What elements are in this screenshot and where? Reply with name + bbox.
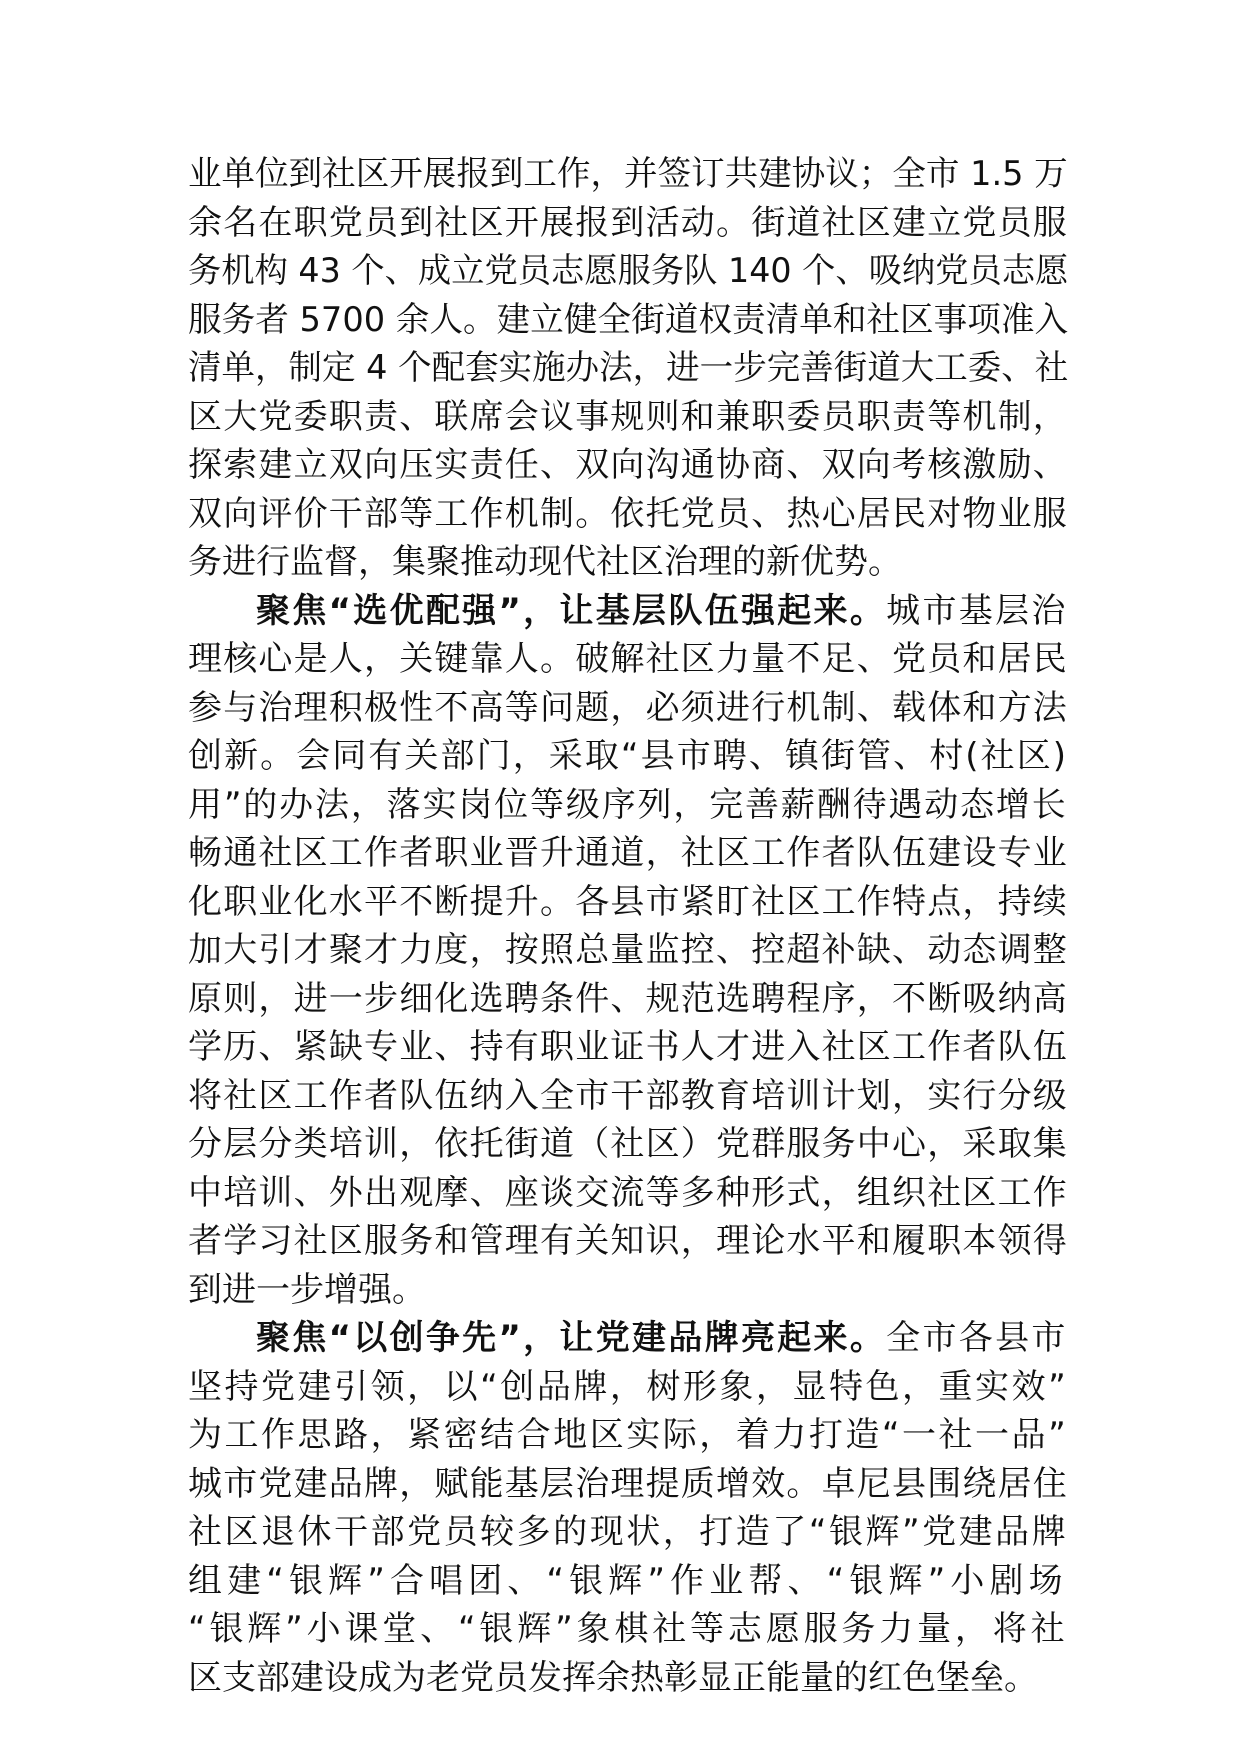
text-line: 分层分类培训，依托街道（社区）党群服务中心，采取集 — [188, 1124, 1068, 1164]
text-line — [188, 587, 1068, 636]
text-line: 到进一步增强。 — [188, 1269, 426, 1310]
text-line: 参与治理积极性不高等问题，必须进行机制、载体和方法 — [188, 687, 1068, 728]
paragraph-2 — [188, 587, 1068, 1315]
paragraph-1 — [188, 150, 1068, 587]
text-line: 创新。会同有关部门，采取“县市聘、镇街管、村(社区) — [188, 736, 1069, 776]
text-line: 组建“银辉”合唱团、“银辉”作业帮、“银辉”小剧场 — [188, 1560, 1068, 1601]
text-line: 双向评价干部等工作机制。依托党员、热心居民对物业服 — [188, 493, 1068, 534]
text-span: 全市各县市 — [886, 1318, 1068, 1358]
text-line: 将社区工作者队伍纳入全市干部教育培训计划，实行分级 — [188, 1075, 1068, 1116]
text-line: 社区退休干部党员较多的现状，打造了“银辉”党建品牌 — [188, 1512, 1069, 1552]
text-line: 用”的办法，落实岗位等级序列，完善薪酬待遇动态增长 — [188, 784, 1068, 825]
document-page — [188, 150, 1068, 1702]
text-line: 务机构 43 个、成立党员志愿服务队 140 个、吸纳党员志愿 — [188, 251, 1069, 291]
text-line: 余名在职党员到社区开展报到活动。街道社区建立党员服 — [188, 202, 1068, 243]
text-line: 区支部建设成为老党员发挥余热彰显正能量的红色堡垒。 — [188, 1657, 1038, 1698]
text-line: 清单，制定 4 个配套实施办法，进一步完善街道大工委、社 — [188, 348, 1069, 388]
text-line: 理核心是人，关键靠人。破解社区力量不足、党员和居民 — [188, 639, 1068, 679]
text-line: 探索建立双向压实责任、双向沟通协商、双向考核激励、 — [188, 445, 1068, 485]
paragraph-3 — [188, 1314, 1068, 1702]
text-line: 中培训、外出观摩、座谈交流等多种形式，组织社区工作 — [188, 1172, 1068, 1213]
text-line: 为工作思路，紧密结合地区实际，着力打造“一社一品” — [188, 1415, 1069, 1455]
text-line: 原则，进一步细化选聘条件、规范选聘程序，不断吸纳高 — [188, 978, 1068, 1019]
text-line: 服务者 5700 余人。建立健全街道权责清单和社区事项准入 — [188, 299, 1069, 340]
text-line: 者学习社区服务和管理有关知识，理论水平和履职本领得 — [188, 1221, 1068, 1261]
text-line: 区大党委职责、联席会议事规则和兼职委员职责等机制， — [188, 396, 1068, 437]
text-line: 务进行监督，集聚推动现代社区治理的新优势。 — [188, 542, 902, 582]
text-line — [188, 1314, 1068, 1363]
text-line: 学历、紧缺专业、持有职业证书人才进入社区工作者队伍 — [188, 1027, 1068, 1067]
text-span: 城市基层治 — [886, 590, 1068, 631]
paragraph-heading: 聚焦“以创争先”，让党建品牌亮起来。 — [256, 1318, 887, 1358]
text-line: 坚持党建引领，以“创品牌，树形象，显特色，重实效” — [188, 1366, 1069, 1407]
text-line: 化职业化水平不断提升。各县市紧盯社区工作特点，持续 — [188, 881, 1068, 922]
text-line: 业单位到社区开展报到工作，并签订共建协议；全市 1.5 万 — [188, 154, 1068, 194]
text-line: “银辉”小课堂、“银辉”象棋社等志愿服务力量，将社 — [188, 1609, 1069, 1649]
paragraph-heading: 聚焦“选优配强”，让基层队伍强起来。 — [256, 590, 887, 631]
text-line: 畅通社区工作者职业晋升通道，社区工作者队伍建设专业 — [188, 833, 1068, 873]
text-line: 城市党建品牌，赋能基层治理提质增效。卓尼县围绕居住 — [188, 1463, 1068, 1504]
text-line: 加大引才聚才力度，按照总量监控、控超补缺、动态调整 — [188, 930, 1068, 970]
